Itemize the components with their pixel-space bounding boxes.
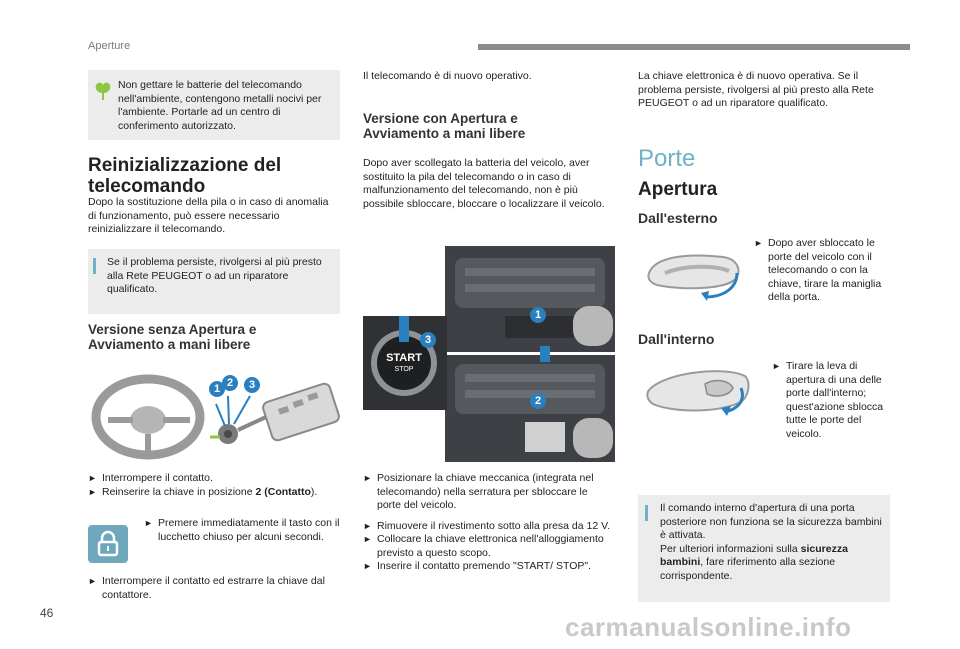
section-porte: Porte [638,145,696,172]
bullet-icon: ► [772,361,781,371]
inside-title: Dall'interno [638,331,715,347]
bullet-icon: ► [363,534,372,544]
bullet-icon: ► [144,518,153,528]
col2-intro: Dopo aver scollegato la batteria del veicolo, aver sostituito la pila del telecomando o in caso di malfunzionamento del telecomando, non è più possibile sbloccare, bloccare o localizzare il veicolo. [363,157,605,210]
inside-lever-illustration [645,362,753,420]
press-arrow-icon [399,316,409,342]
col1-steps: ► Interrompere il contatto. ► Reinserire la chiave in posizione 2 (Contatto). [88,472,318,498]
footer-watermark: carmanualsonline.info [565,612,852,642]
lock-icon [96,530,120,558]
outside-title: Dall'esterno [638,210,718,226]
outside-text: ► Dopo aver sbloccato le porte del veicolo con il telecomando o con la chiave, tirare la maniglia della porta. [754,237,882,303]
inside-text: ► Tirare la leva di apertura di una delle porte dall'interno; quest'azione sblocca tutte le porte del veicolo. [772,360,884,440]
eco-leaf-icon [92,80,114,102]
col3-operative: La chiave elettronica è di nuovo operativa. Se il problema persiste, rivolgersi al più presto alla Rete PEUGEOT o ad un riparatore qualificato. [638,70,874,109]
outside-handle-illustration [645,243,745,305]
callout-photo-2: 2 [530,393,546,409]
header-bar [478,44,910,50]
callout-1: 1 [209,381,225,397]
lock-step: ► Premere immediatamente il tasto con il lucchetto chiuso per alcuni secondi. [144,517,340,543]
page-number: 46 [40,606,54,620]
bullet-icon: ► [88,473,97,483]
reinit-title: Reinizializzazione del telecomando [88,155,282,197]
bullet-icon: ► [88,486,97,497]
bullet-icon: ► [88,576,97,586]
start-stop-photo [363,316,447,410]
eco-note-text: Non gettare le batterie del telecomando nell'ambiente, contengono metalli nocivi per l'ambiente. Portarle ad un centro di conferimento autorizzato. [118,79,322,132]
col1-step3: ► Interrompere il contatto ed estrarre la chiave dal contattore. [88,575,325,601]
info-note-text-1: Se il problema persiste, rivolgersi al più presto alla Rete PEUGEOT o ad un riparatore qualificato. [107,256,322,295]
apertura-title: Apertura [638,179,718,200]
info-note-text-2: Il comando interno d'apertura di una porta posteriore non funziona se la sicurezza bambini è attivata. Per ulteriori informazioni sulla sicurezza bambini, fare riferimento alla sezione corrispondente. [660,502,882,582]
steering-key-illustration [88,362,340,464]
info-icon [93,258,96,274]
bullet-icon: ► [363,473,372,483]
bullet-icon: ► [363,561,372,571]
stop-label: STOP [394,366,414,373]
col2-operative: Il telecomando è di nuovo operativo. [363,70,532,82]
reinit-intro: Dopo la sostituzione della pila o in caso di anomalia di funzionamento, può essere necessario reinizializzare il telecomando. [88,196,329,235]
subtitle-no-handsfree: Versione senza Apertura e Avviamento a mani libere [88,322,257,352]
col2-steps: ► Posizionare la chiave meccanica (integrata nel telecomando) nella serratura per sbloccare le porte del veicolo. ► Rimuovere il rivestimento sotto alla presa da 12 V. ► Collocare la chiave elettronica nell'alloggiamento previsto a questo scopo. ► Inserire il contatto premendo "START/ STOP". [363,472,611,572]
info-icon [645,505,648,521]
start-label: START [386,352,422,364]
callout-photo-1: 1 [530,307,546,323]
subtitle-handsfree: Versione con Apertura e Avviamento a mani libere [363,111,526,141]
bullet-icon: ► [754,238,763,248]
callout-start-3: 3 [420,332,436,348]
callout-3: 3 [244,377,260,393]
callout-2: 2 [222,375,238,391]
section-header: Aperture [88,40,131,52]
bullet-icon: ► [363,520,372,531]
console-photo [445,246,615,462]
